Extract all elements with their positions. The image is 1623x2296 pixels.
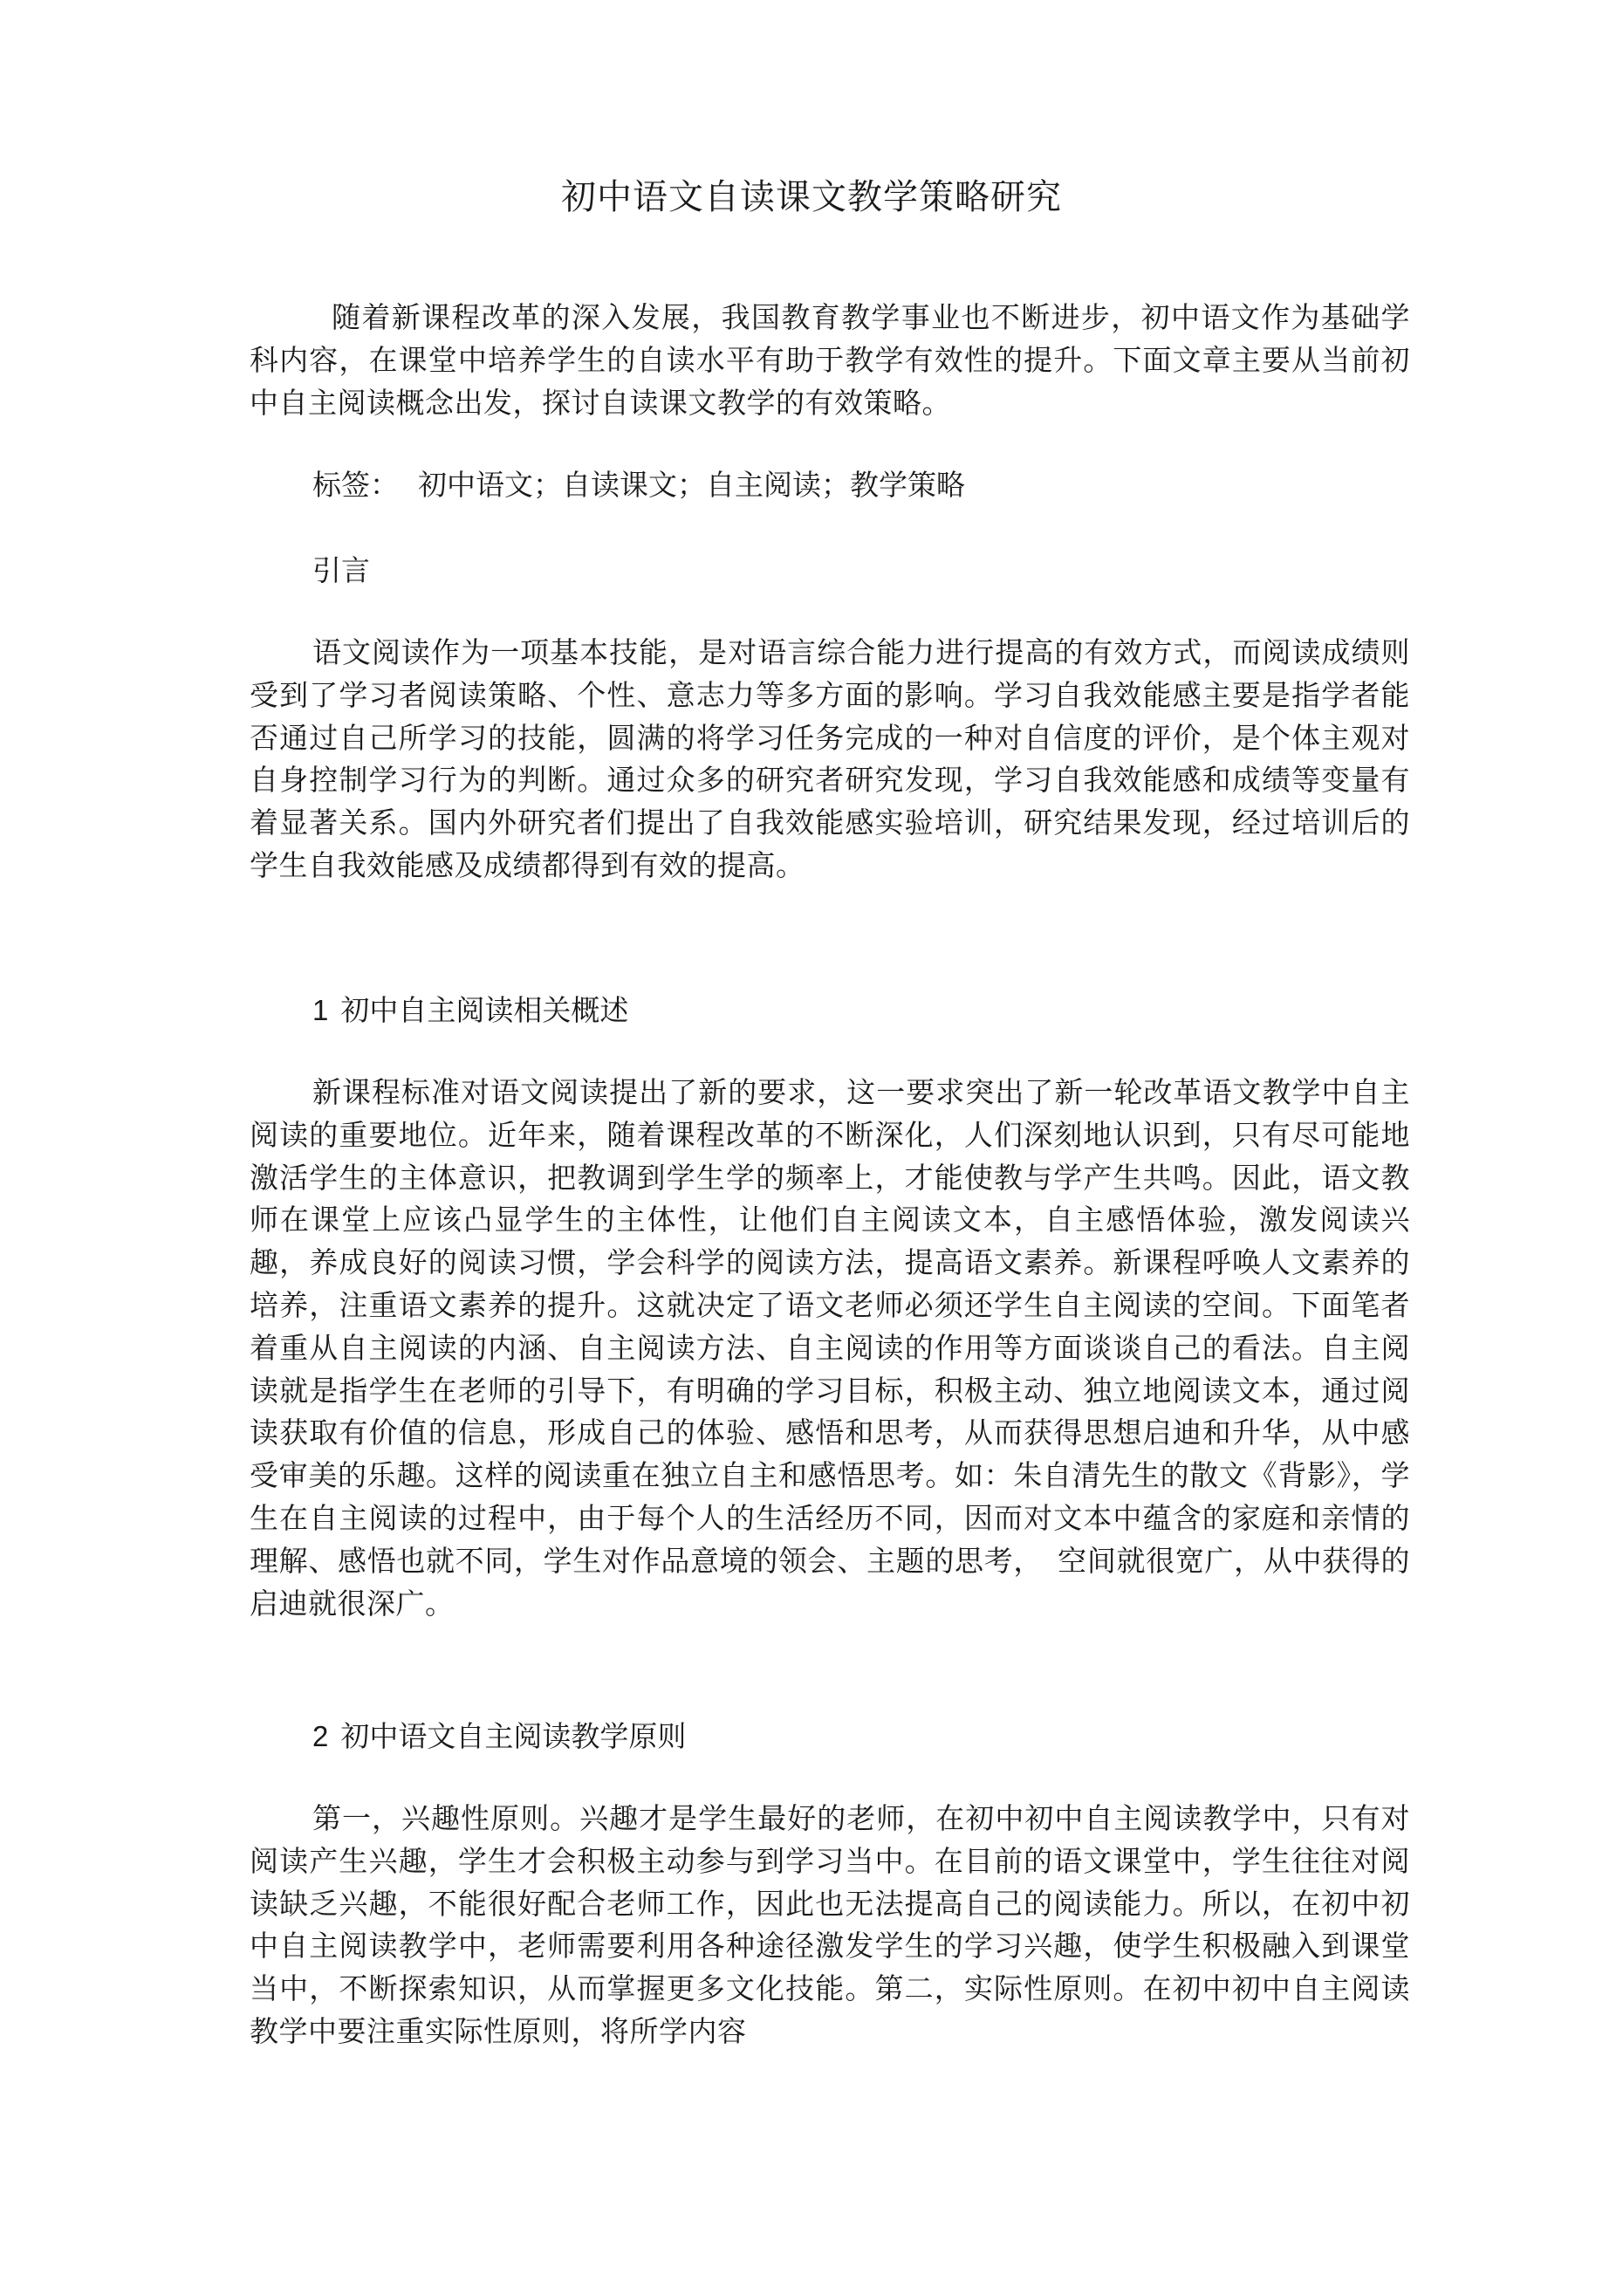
keywords-line: [312, 464, 965, 506]
section-paragraph: 第一，兴趣性原则。兴趣才是学生最好的老师，在初中初中自主阅读教学中，只有对阅读产生兴趣，学生才会积极主动参与到学习当中。在目前的语文课堂中，学生往往对阅读缺乏兴趣，不能很好配合老师工作，因此也无法提高自己的阅读能力。所以，在初中初中自主阅读教学中，老师需要利用各种途径激发学生的学习兴趣，使学生积极融入到课堂当中，不断探索知识，从而掌握更多文化技能。第二，实际性原则。在初中初中自主阅读教学中要注重实际性原则，将所学内容: [250, 1801, 1410, 2048]
abstract-paragraph: 随着新课程改革的深入发展，我国教育教学事业也不断进步，初中语文作为基础学科内容，在课堂中培养学生的自读水平有助于教学有效性的提升。下面文章主要从当前初中自主阅读概念出发，探讨自读课文教学的有效策略。: [250, 300, 1410, 420]
intro-heading: 引言: [312, 553, 370, 587]
section-heading: [312, 1716, 686, 1758]
section-number: 1: [312, 994, 329, 1026]
intro-paragraph: 语文阅读作为一项基本技能，是对语言综合能力进行提高的有效方式，而阅读成绩则受到了学习者阅读策略、个性、意志力等多方面的影响。学习自我效能感主要是指学者能否通过自己所学习的技能，圆满的将学习任务完成的一种对自信度的评价，是个体主观对自身控制学习行为的判断。通过众多的研究者研究发现，学习自我效能感和成绩等变量有着显著关系。国内外研究者们提出了自我效能感实验培训，研究结果发现，经过培训后的学生自我效能感及成绩都得到有效的提高。: [250, 635, 1410, 882]
section-number: 2: [312, 1720, 329, 1752]
keywords-list: 初中语文；自读课文；自主阅读；教学策略: [418, 468, 965, 502]
document-title: 初中语文自读课文教学策略研究: [561, 177, 1062, 217]
section-heading: [312, 990, 628, 1031]
keywords-label: 标签：: [312, 468, 399, 502]
section-title: 初中自主阅读相关概述: [340, 993, 629, 1027]
section-title: 初中语文自主阅读教学原则: [340, 1719, 687, 1753]
section-paragraph: 新课程标准对语文阅读提出了新的要求，这一要求突出了新一轮改革语文教学中自主阅读的重要地位。近年来，随着课程改革的不断深化，人们深刻地认识到，只有尽可能地激活学生的主体意识，把教调到学生学的频率上，才能使教与学产生共鸣。因此，语文教师在课堂上应该凸显学生的主体性，让他们自主阅读文本，自主感悟体验，激发阅读兴趣，养成良好的阅读习惯，学会科学的阅读方法，提高语文素养。新课程呼唤人文素养的培养，注重语文素养的提升。这就决定了语文老师必须还学生自主阅读的空间。下面笔者着重从自主阅读的内涵、自主阅读方法、自主阅读的作用等方面谈谈自己的看法。自主阅读就是指学生在老师的引导下，有明确的学习目标，积极主动、独立地阅读文本，通过阅读获取有价值的信息，形成自己的体验、感悟和思考，从而获得思想启迪和升华，从中感受审美的乐趣。这样的阅读重在独立自主和感悟思考。如：朱自清先生的散文《背影》，学生在自主阅读的过程中，由于每个人的生活经历不同，因而对文本中蕴含的家庭和亲情的理解、感悟也就不同，学生对作品意境的领会、主题的思考， 空间就很宽广，从中获得的启迪就很深广。: [250, 1075, 1410, 1621]
